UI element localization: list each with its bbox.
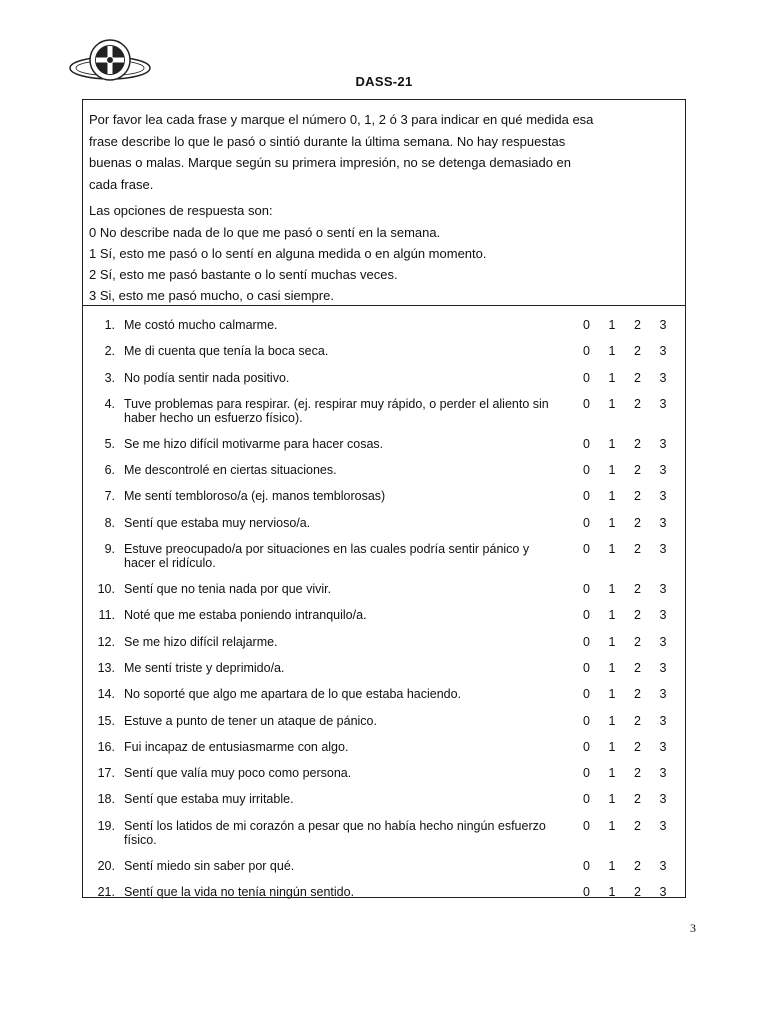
- answer-option-0[interactable]: 0: [583, 818, 590, 833]
- question-row: [83, 509, 685, 535]
- answer-option-3[interactable]: 3: [659, 713, 667, 728]
- answer-option-1[interactable]: 1: [608, 396, 616, 411]
- answer-scale: [583, 661, 685, 675]
- answer-option-0[interactable]: 0: [583, 660, 590, 675]
- question-number: 10.: [97, 582, 115, 597]
- question-number: 12.: [97, 634, 115, 649]
- answer-option-2[interactable]: 2: [634, 608, 641, 623]
- answer-option-2[interactable]: 2: [634, 542, 641, 557]
- question-number: 21.: [97, 885, 115, 900]
- question-text: Sentí que no tenia nada por que vivir.: [124, 582, 332, 597]
- instruction-line: buenas o malas. Marque según su primera impresión, no se detenga demasiado en: [89, 155, 572, 170]
- question-text: Sentí los latidos de mi corazón a pesar que no había hecho ningún esfuerzo físico.: [124, 818, 546, 847]
- option-0: 0 No describe nada de lo que me pasó o sentí en la semana.: [89, 224, 441, 240]
- answer-scale: [583, 463, 685, 477]
- instructions-section: [83, 100, 685, 306]
- answer-option-3[interactable]: 3: [659, 885, 667, 900]
- answer-option-0[interactable]: 0: [583, 792, 590, 807]
- answer-option-2[interactable]: 2: [634, 885, 641, 900]
- answer-scale: [583, 371, 685, 385]
- options-label: Las opciones de respuesta son:: [89, 203, 273, 218]
- answer-option-2[interactable]: 2: [634, 436, 641, 451]
- answer-option-1[interactable]: 1: [608, 792, 616, 807]
- question-text: Fui incapaz de entusiasmarme con algo.: [124, 739, 349, 754]
- answer-option-1[interactable]: 1: [608, 489, 616, 504]
- answer-option-3[interactable]: 3: [659, 370, 667, 385]
- answer-option-0[interactable]: 0: [583, 370, 590, 385]
- question-row: [83, 430, 685, 456]
- question-text: Tuve problemas para respirar. (ej. respirar muy rápido, o perder el aliento sin haber hecho un esfuerzo físico).: [124, 396, 549, 425]
- question-text: Me sentí triste y deprimido/a.: [124, 660, 285, 675]
- question-number: 9.: [104, 542, 115, 557]
- answer-option-2[interactable]: 2: [634, 858, 641, 873]
- question-row: [83, 390, 685, 430]
- answer-scale: [583, 318, 685, 332]
- answer-option-1[interactable]: 1: [608, 713, 616, 728]
- answer-option-3[interactable]: 3: [659, 792, 667, 807]
- answer-option-2[interactable]: 2: [634, 582, 641, 597]
- answer-option-2[interactable]: 2: [634, 660, 641, 675]
- question-text: Sentí miedo sin saber por qué.: [124, 858, 295, 873]
- answer-option-0[interactable]: 0: [583, 515, 590, 530]
- questionnaire-box: [82, 99, 686, 898]
- answer-scale: [583, 582, 685, 596]
- answer-option-2[interactable]: 2: [634, 318, 641, 332]
- answer-option-3[interactable]: 3: [659, 766, 667, 781]
- question-row: [83, 601, 685, 627]
- question-number: 4.: [104, 396, 115, 411]
- answer-option-0[interactable]: 0: [583, 463, 590, 478]
- question-number: 5.: [104, 436, 115, 451]
- answer-option-1[interactable]: 1: [608, 634, 616, 649]
- question-row: [83, 878, 685, 904]
- answer-option-0[interactable]: 0: [583, 436, 590, 451]
- question-text: Sentí que estaba muy nervioso/a.: [124, 515, 311, 530]
- answer-option-3[interactable]: 3: [659, 818, 667, 833]
- question-row: [83, 785, 685, 811]
- question-row: [83, 364, 685, 390]
- answer-option-3[interactable]: 3: [659, 396, 667, 411]
- answer-option-3[interactable]: 3: [659, 634, 667, 649]
- question-row: [83, 759, 685, 785]
- answer-option-1[interactable]: 1: [608, 515, 616, 530]
- page-number: 3: [690, 921, 696, 935]
- question-number: 16.: [97, 739, 115, 754]
- answer-option-3[interactable]: 3: [659, 660, 667, 675]
- answer-option-1[interactable]: 1: [608, 660, 616, 675]
- question-number: 1.: [104, 318, 115, 332]
- question-row: [83, 680, 685, 706]
- answer-option-0[interactable]: 0: [583, 885, 590, 900]
- question-text: Me di cuenta que tenía la boca seca.: [124, 344, 329, 359]
- answer-scale: [583, 687, 685, 701]
- answer-option-1[interactable]: 1: [608, 885, 616, 900]
- answer-option-2[interactable]: 2: [634, 370, 641, 385]
- answer-scale: [583, 397, 685, 411]
- answer-scale: [583, 344, 685, 358]
- instruction-line: Por favor lea cada frase y marque el número 0, 1, 2 ó 3 para indicar en qué medida esa: [89, 112, 594, 127]
- answer-option-2[interactable]: 2: [634, 344, 641, 359]
- answer-option-1[interactable]: 1: [608, 463, 616, 478]
- answer-scale: [583, 740, 685, 754]
- answer-option-3[interactable]: 3: [659, 739, 667, 754]
- answer-option-2[interactable]: 2: [634, 515, 641, 530]
- answer-scale: [583, 885, 685, 899]
- answer-option-0[interactable]: 0: [583, 608, 590, 623]
- question-number: 20.: [97, 858, 115, 873]
- question-text: Sentí que estaba muy irritable.: [124, 792, 294, 807]
- answer-option-3[interactable]: 3: [659, 542, 667, 557]
- document-title: DASS-21: [355, 74, 413, 89]
- question-number: 3.: [104, 370, 115, 385]
- answer-scale: [583, 437, 685, 451]
- question-row: [83, 311, 685, 337]
- question-row: [83, 337, 685, 363]
- answer-option-2[interactable]: 2: [634, 463, 641, 478]
- question-row: [83, 812, 685, 852]
- answer-option-1[interactable]: 1: [608, 608, 616, 623]
- question-text: Noté que me estaba poniendo intranquilo/a.: [124, 608, 367, 623]
- answer-option-3[interactable]: 3: [659, 858, 667, 873]
- instruction-line: frase describe lo que le pasó o sintió durante la última semana. No hay respuestas: [89, 133, 566, 149]
- answer-option-1[interactable]: 1: [608, 344, 616, 359]
- question-number: 19.: [97, 818, 115, 833]
- answer-option-3[interactable]: 3: [659, 344, 667, 359]
- answer-option-3[interactable]: 3: [659, 515, 667, 530]
- question-text: Me descontrolé en ciertas situaciones.: [124, 463, 337, 478]
- answer-option-3[interactable]: 3: [659, 608, 667, 623]
- answer-option-2[interactable]: 2: [634, 766, 641, 781]
- answer-option-1[interactable]: 1: [608, 687, 616, 702]
- question-row: [83, 733, 685, 759]
- answer-option-2[interactable]: 2: [634, 713, 641, 728]
- question-text: Estuve preocupado/a por situaciones en las cuales podría sentir pánico y hacer el ridículo.: [124, 542, 530, 571]
- question-text: Sentí que la vida no tenía ningún sentido.: [124, 885, 355, 900]
- answer-scale: [583, 766, 685, 780]
- question-number: 7.: [104, 489, 115, 504]
- answer-option-3[interactable]: 3: [659, 463, 667, 478]
- question-row: [83, 482, 685, 508]
- answer-option-2[interactable]: 2: [634, 396, 641, 411]
- question-row: [83, 707, 685, 733]
- question-text: Se me hizo difícil motivarme para hacer cosas.: [124, 436, 384, 451]
- question-number: 2.: [104, 344, 115, 359]
- answer-scale: [583, 608, 685, 622]
- answer-option-0[interactable]: 0: [583, 344, 590, 359]
- answer-option-3[interactable]: 3: [659, 489, 667, 504]
- answer-option-2[interactable]: 2: [634, 792, 641, 807]
- question-number: 6.: [104, 463, 115, 478]
- question-text: Estuve a punto de tener un ataque de pánico.: [124, 713, 377, 728]
- instruction-line: cada frase.: [89, 176, 154, 192]
- question-row: [83, 575, 685, 601]
- answer-scale: [583, 792, 685, 806]
- answer-option-0[interactable]: 0: [583, 582, 590, 597]
- question-number: 17.: [97, 766, 115, 781]
- question-row: [83, 535, 685, 575]
- answer-option-0[interactable]: 0: [583, 318, 590, 332]
- question-text: No soporté que algo me apartara de lo que estaba haciendo.: [124, 687, 462, 702]
- question-number: 13.: [97, 660, 115, 675]
- answer-option-1[interactable]: 1: [608, 370, 616, 385]
- answer-option-0[interactable]: 0: [583, 858, 590, 873]
- option-3: 3 Si, esto me pasó mucho, o casi siempre.: [89, 287, 334, 303]
- answer-scale: [583, 819, 685, 833]
- answer-option-3[interactable]: 3: [659, 436, 667, 451]
- answer-option-2[interactable]: 2: [634, 489, 641, 504]
- question-number: 11.: [98, 608, 115, 623]
- answer-option-0[interactable]: 0: [583, 713, 590, 728]
- question-text: Se me hizo difícil relajarme.: [124, 634, 278, 649]
- question-text: No podía sentir nada positivo.: [124, 370, 290, 385]
- answer-option-1[interactable]: 1: [608, 858, 616, 873]
- answer-scale: [583, 542, 685, 556]
- question-text: Me costó mucho calmarme.: [124, 318, 278, 332]
- answer-scale: [583, 516, 685, 530]
- answer-scale: [583, 714, 685, 728]
- answer-option-1[interactable]: 1: [608, 739, 616, 754]
- answer-option-1[interactable]: 1: [608, 542, 616, 557]
- answer-option-1[interactable]: 1: [608, 582, 616, 597]
- answer-scale: [583, 859, 685, 873]
- answer-option-2[interactable]: 2: [634, 634, 641, 649]
- answer-option-0[interactable]: 0: [583, 396, 590, 411]
- answer-option-1[interactable]: 1: [608, 766, 616, 781]
- answer-option-2[interactable]: 2: [634, 687, 641, 702]
- question-number: 18.: [97, 792, 115, 807]
- question-number: 15.: [97, 713, 115, 728]
- answer-option-0[interactable]: 0: [583, 739, 590, 754]
- answer-option-3[interactable]: 3: [659, 687, 667, 702]
- option-1: 1 Sí, esto me pasó o lo sentí en alguna medida o en algún momento.: [89, 245, 487, 261]
- question-row: [83, 852, 685, 878]
- answer-option-0[interactable]: 0: [583, 489, 590, 504]
- option-2: 2 Sí, esto me pasó bastante o lo sentí muchas veces.: [89, 266, 398, 282]
- question-row: [83, 456, 685, 482]
- question-number: 14.: [97, 687, 115, 702]
- answer-option-0[interactable]: 0: [583, 687, 590, 702]
- answer-scale: [583, 489, 685, 503]
- question-number: 8.: [104, 515, 115, 530]
- answer-option-2[interactable]: 2: [634, 739, 641, 754]
- question-text: Sentí que valía muy poco como persona.: [124, 766, 352, 781]
- answer-option-0[interactable]: 0: [583, 634, 590, 649]
- items-list: [83, 306, 685, 904]
- answer-option-2[interactable]: 2: [634, 818, 641, 833]
- answer-option-0[interactable]: 0: [583, 766, 590, 781]
- answer-scale: [583, 635, 685, 649]
- answer-option-1[interactable]: 1: [608, 436, 616, 451]
- answer-option-1[interactable]: 1: [608, 818, 616, 833]
- question-row: [83, 654, 685, 680]
- answer-option-3[interactable]: 3: [659, 318, 667, 332]
- question-row: [83, 628, 685, 654]
- question-text: Me sentí tembloroso/a (ej. manos temblorosas): [124, 489, 386, 504]
- answer-option-1[interactable]: 1: [608, 318, 616, 332]
- answer-option-3[interactable]: 3: [659, 582, 667, 597]
- answer-option-0[interactable]: 0: [583, 542, 590, 557]
